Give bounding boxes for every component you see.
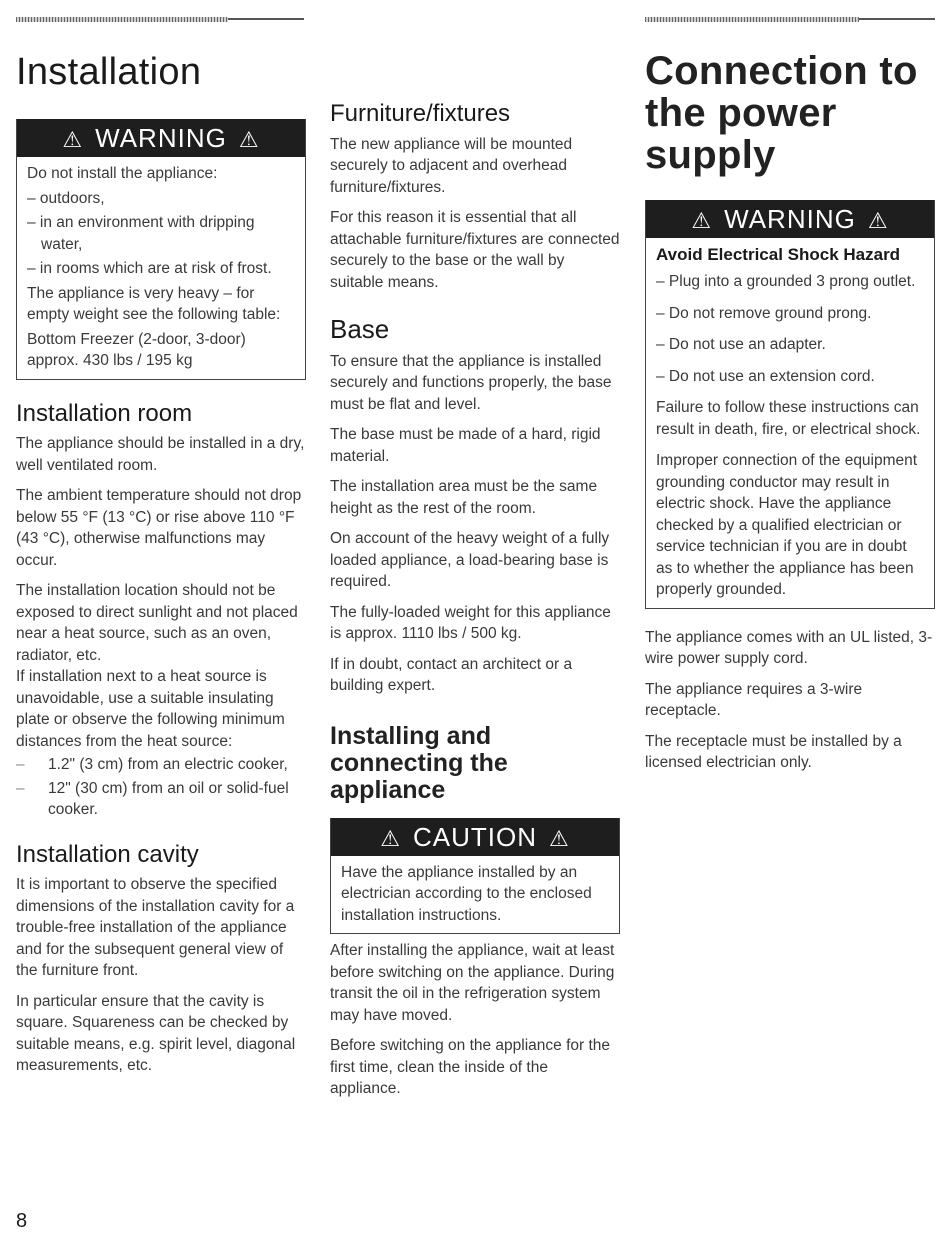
- paragraph: The ambient temperature should not drop below 55 °F (13 °C) or rise above 110 °F (43 °C), otherwise malfunctions may occur.: [16, 487, 302, 569]
- paragraph: The appliance requires a 3-wire receptacle.: [645, 680, 863, 719]
- warning-triangle-icon: ⚠: [867, 208, 889, 233]
- caution-body: [331, 856, 619, 934]
- warning-line: The appliance is very heavy – for empty weight see the following table:: [27, 284, 281, 324]
- paragraph: After installing the appliance, wait at least before switching on the appliance. During transit the oil in the refrigeration system may have moved.: [330, 942, 615, 1024]
- warning-item: – Plug into a grounded 3 prong outlet.: [656, 273, 916, 290]
- warning-box: [16, 119, 306, 380]
- warning-line: Bottom Freezer (2-door, 3-door) approx. 430 lbs / 195 kg: [27, 330, 246, 370]
- paragraph: The appliance should be installed in a dry, well ventilated room.: [16, 435, 305, 474]
- warning-line: – in rooms which are at risk of frost.: [27, 260, 272, 278]
- list-item-text: 12" (30 cm) from an oil or solid-fuel cooker.: [48, 779, 289, 819]
- warning-header: [646, 200, 934, 238]
- list-item: [16, 754, 306, 776]
- paragraph: The receptacle must be installed by a licensed electrician only.: [645, 732, 902, 771]
- warning-label: WARNING: [95, 123, 227, 154]
- left-column: [16, 0, 306, 1086]
- paragraph: It is important to observe the specified dimensions of the installation cavity for a trouble-free installation of the appliance and for the subsequent general view of the furniture front.: [16, 876, 295, 980]
- warning-label: WARNING: [724, 204, 856, 234]
- warning-paragraph: Improper connection of the equipment grounding conductor may result in electric shock. Have the appliance checked by a qualified electrician or service technician if you are in doubt as to whether the appliance has been properly grounded.: [656, 452, 918, 598]
- caution-triangle-icon: ⚠: [549, 825, 570, 851]
- section-heading-base: Base: [330, 314, 390, 345]
- section-heading-installation-room: Installation room: [16, 399, 193, 427]
- paragraph: On account of the heavy weight of a fully loaded appliance, a load-bearing base is required.: [330, 530, 610, 591]
- caution-text: Have the appliance installed by an electrician according to the enclosed installation instructions.: [341, 863, 592, 924]
- section-heading-installation-cavity: Installation cavity: [16, 840, 199, 868]
- dash-bullet: –: [16, 756, 25, 774]
- warning-triangle-icon: ⚠: [62, 127, 84, 153]
- warning-line: Do not install the appliance:: [27, 165, 218, 183]
- warning-header: [17, 119, 305, 157]
- paragraph: If in doubt, contact an architect or a building expert.: [330, 655, 573, 695]
- paragraph: In particular ensure that the cavity is square. Squareness can be checked by suitable means, e.g. spirit level, diagonal measurements, etc.: [16, 992, 296, 1075]
- paragraph: The installation location should not be exposed to direct sunlight and not placed near a heat source, such as an oven, radiator, etc.: [16, 582, 298, 664]
- section-heading-furniture: Furniture/fixtures: [330, 100, 511, 127]
- warning-paragraph: Failure to follow these instructions can result in death, fire, or electrical shock.: [656, 399, 921, 438]
- warning-triangle-icon: ⚠: [691, 208, 713, 233]
- list-item-text: 1.2" (3 cm) from an electric cooker,: [48, 756, 288, 774]
- paragraph: The new appliance will be mounted securely to adjacent and overhead furniture/fixtures.: [330, 135, 573, 196]
- warning-line: – outdoors,: [27, 189, 105, 207]
- warning-box-electrical: [645, 200, 935, 609]
- caution-triangle-icon: ⚠: [380, 825, 401, 851]
- right-column: [645, 0, 935, 783]
- page-title: Installation: [16, 51, 202, 93]
- paragraph: If installation next to a heat source is unavoidable, use a suitable insulating plate or observe the following minimum distances from the heat source:: [16, 668, 285, 750]
- paragraph: For this reason it is essential that all attachable furniture/fixtures are connected securely to the base or the wall by suitable means.: [330, 209, 620, 291]
- section-heading-installing: Installing and connecting the appliance: [330, 721, 508, 804]
- warning-item: – Do not remove ground prong.: [656, 304, 872, 322]
- caution-box: [330, 818, 620, 935]
- caution-header: [331, 818, 619, 856]
- warning-item: – Do not use an adapter.: [656, 336, 826, 353]
- warning-body: [17, 157, 305, 379]
- paragraph: The base must be made of a hard, rigid material.: [330, 426, 601, 465]
- list-item: [16, 778, 306, 821]
- paragraph: The appliance comes with an UL listed, 3-wire power supply cord.: [645, 628, 933, 667]
- dash-bullet: –: [16, 779, 25, 797]
- warning-line: – in an environment with dripping water,: [27, 214, 255, 253]
- page-number: 8: [16, 1210, 28, 1232]
- paragraph: The installation area must be the same height as the rest of the room.: [330, 478, 598, 517]
- warning-body: [646, 238, 934, 608]
- warning-item: – Do not use an extension cord.: [656, 367, 875, 385]
- paragraph: To ensure that the appliance is installed securely and functions properly, the base must be flat and level.: [330, 352, 612, 413]
- middle-column: [330, 0, 620, 1109]
- page-title-connection: Connection to the power supply: [645, 49, 918, 177]
- caution-label: CAUTION: [413, 821, 537, 852]
- paragraph: Before switching on the appliance for the first time, clean the inside of the appliance.: [330, 1037, 611, 1098]
- warning-triangle-icon: ⚠: [238, 127, 260, 153]
- warning-subheading: Avoid Electrical Shock Hazard: [656, 245, 901, 264]
- paragraph: The fully-loaded weight for this appliance is approx. 1110 lbs / 500 kg.: [330, 603, 611, 643]
